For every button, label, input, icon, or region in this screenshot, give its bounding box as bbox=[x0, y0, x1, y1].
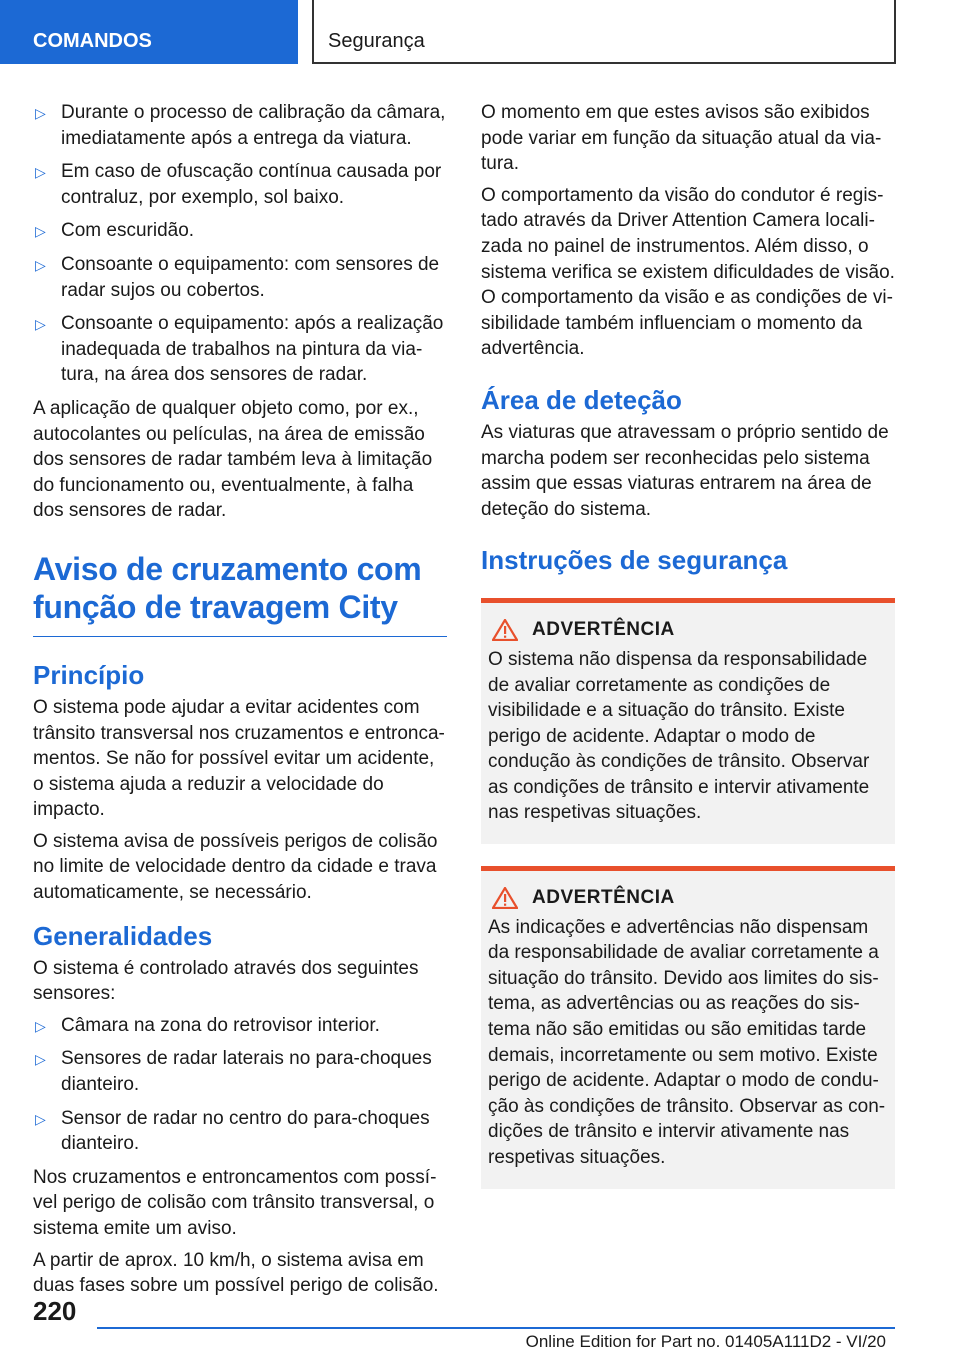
principio-paragraph-1: O sistema pode ajudar a evitar acidentes com trânsito transversal nos cruzamentos e entroncamentos. Se não for possível evitar um acidente, o sistema ajuda a reduzir a velocidade do impacto. bbox=[33, 696, 445, 821]
timing-paragraph: O momento em que estes avisos são exibidos pode variar em função da situação atual da viatura. bbox=[481, 102, 882, 175]
generalidades-heading: Generalidades bbox=[33, 920, 213, 951]
safety-heading: Instruções de segurança bbox=[481, 545, 788, 576]
page-number: 220 bbox=[33, 1296, 77, 1326]
list-item: ▷ Durante o processo de calibração da câmara, imediatamente após a entrega da viatura. bbox=[35, 102, 446, 149]
list-item: ▷ Sensores de radar laterais no para-choques dianteiro. bbox=[35, 1048, 432, 1096]
triangle-right-icon: ▷ bbox=[35, 1110, 46, 1127]
list-item: ▷ Consoante o equipamento: após a realização inadequada de trabalhos na pintura da viatura, na área dos sensores de radar. bbox=[35, 313, 444, 386]
generalidades-paragraph-3: A partir de aprox. 10 km/h, o sistema avisa em duas fases sobre um possível perigo de colisão. bbox=[33, 1249, 439, 1297]
list-item: ▷ Câmara na zona do retrovisor interior. bbox=[33, 1013, 447, 1039]
triangle-right-icon: ▷ bbox=[35, 223, 46, 240]
warning-text: As indicações e advertências não dispensam da responsabilidade de avaliar corretamente a situação do trânsito. Devido aos limites do sistema, as advertências ou as reações do sistema não são emitidas ou são emitidas tarde demais, incorretamente ou sem motivo. Existe perigo de acidente. Adaptar o modo de condução às condições de trânsito. Observar as condições de trânsito e intervir ativamente nas respetivas situações. bbox=[488, 916, 886, 1168]
list-item: ▷ Em caso de ofuscação contínua causada por contraluz, por exemplo, sol baixo. bbox=[35, 161, 442, 208]
footer-edition[interactable]: Online Edition for Part no. 01405A111D2 - VI/20 bbox=[525, 1332, 886, 1351]
triangle-right-icon: ▷ bbox=[35, 316, 46, 333]
warning-triangle-icon bbox=[492, 887, 518, 909]
driver-attention-paragraph: O comportamento da visão do condutor é registado através da Driver Attention Camera localizada no painel de instrumentos. Além disso, o sistema verifica se existem dificuldades de visão. O comportamento da visão e as condições de visibilidade também influenciam o momento da advertência. bbox=[481, 184, 895, 360]
triangle-right-icon: ▷ bbox=[35, 256, 46, 273]
area-heading: Área de deteção bbox=[481, 384, 682, 415]
list-item: ▷ Consoante o equipamento: com sensores de radar sujos ou cobertos. bbox=[35, 253, 440, 301]
warning-label: ADVERTÊNCIA bbox=[532, 619, 675, 641]
generalidades-paragraph-1: O sistema é controlado através dos seguintes sensores: bbox=[33, 957, 419, 1005]
sensors-list bbox=[33, 1013, 447, 1157]
list-item: ▷ Sensor de radar no centro do para-choques dianteiro. bbox=[35, 1107, 430, 1155]
triangle-right-icon: ▷ bbox=[35, 1051, 46, 1068]
principio-paragraph-2: O sistema avisa de possíveis perigos de colisão no limite de velocidade dentro da cidade e trava automaticamente, se necessário. bbox=[33, 830, 438, 904]
warning-label: ADVERTÊNCIA bbox=[532, 887, 675, 909]
triangle-right-icon: ▷ bbox=[35, 164, 46, 181]
list-item: ▷ Com escuridão. bbox=[33, 218, 447, 244]
principio-heading: Princípio bbox=[33, 659, 145, 690]
limitations-list bbox=[33, 100, 447, 388]
area-paragraph: As viaturas que atravessam o próprio sentido de marcha podem ser reconhecidas pelo sistema assim que essas viaturas entrarem na área de deteção do sistema. bbox=[481, 421, 889, 520]
generalidades-paragraph-2: Nos cruzamentos e entroncamentos com possível perigo de colisão com trânsito transversal, o sistema emite um aviso. bbox=[33, 1166, 437, 1239]
section-title: Segurança bbox=[312, 0, 896, 64]
triangle-right-icon: ▷ bbox=[35, 105, 46, 121]
triangle-right-icon: ▷ bbox=[35, 1017, 46, 1034]
chapter-tab[interactable]: COMANDOS bbox=[0, 0, 298, 64]
warning-box bbox=[481, 598, 895, 844]
warning-text: O sistema não dispensa da responsabilidade de avaliar corretamente as condições de visibilidade e a situação do trânsito. Existe perigo de acidente. Adaptar o modo de condução às condições de trânsito. Observar as condições de trânsito e intervir ativamente nas respetivas situações. bbox=[488, 648, 870, 824]
left-column bbox=[33, 100, 447, 1305]
footer-divider bbox=[97, 1327, 895, 1329]
right-column bbox=[481, 100, 895, 1189]
warning-triangle-icon bbox=[492, 619, 518, 641]
chapter-heading: Aviso de cruzamento com função de travagem City bbox=[33, 550, 447, 637]
warning-box bbox=[481, 866, 895, 1189]
application-paragraph: A aplicação de qualquer objeto como, por ex., autocolantes ou películas, na área de emissão dos sensores de radar também leva à limitação do funcionamento ou, eventualmente, à falha dos sensores de radar. bbox=[33, 397, 433, 522]
